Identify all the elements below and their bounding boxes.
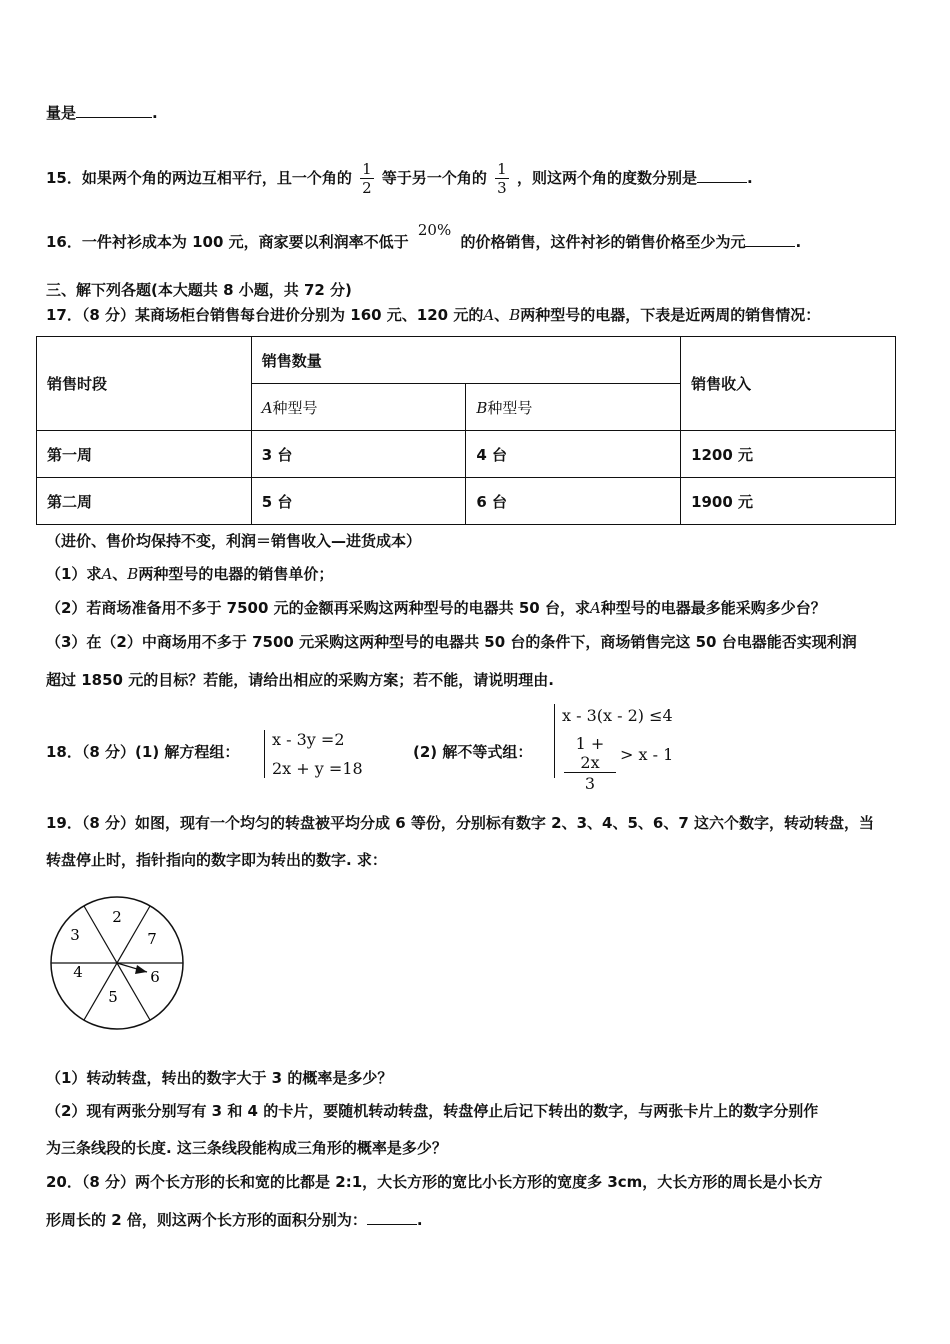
answer-blank xyxy=(745,232,795,247)
inequality-2-fraction: 1 + 2x 3 xyxy=(564,734,616,794)
question-20-stem: 20．（8 分）两个长方形的长和宽的比都是 2:1，大长方形的宽比小长方形的宽度多 3cm，大长方形的周长是小长方 xyxy=(46,1173,823,1191)
question-17-part-2: （2）若商场准备用不多于 7500 元的金额再采购这两种型号的电器共 50 台，求A种型号的电器最多能采购多少台？ xyxy=(46,599,826,617)
equation-2: 2x + y =18 xyxy=(272,759,363,778)
question-17-part-3-cont: 超过 1850 元的目标？若能，请给出相应的采购方案；若不能，请说明理由. xyxy=(46,671,554,689)
system-brace xyxy=(264,730,265,778)
question-20-stem-cont: 形周长的 2 倍，则这两个长方形的面积分别为： . xyxy=(46,1211,423,1229)
fraction-one-half: $\frac{1}{2}$ xyxy=(362,160,372,197)
inequality-1: x - 3(x - 2) ≤4 xyxy=(562,706,673,725)
spinner-pointer-arrow xyxy=(135,965,147,974)
question-19-stem: 19．（8 分）如图，现有一个均匀的转盘被平均分成 6 等份，分别标有数字 2、3、4、5、6、7 这六个数字，转动转盘，当 xyxy=(46,814,874,832)
question-18-part-2: (2) 解不等式组： xyxy=(413,743,533,761)
header-quantity: 销售数量 xyxy=(251,337,680,384)
question-17-stem: 17．（8 分）某商场柜台销售每台进价分别为 160 元、120 元的A、B两种型号的电器，下表是近两周的销售情况： xyxy=(46,306,821,324)
continued-question-line: 量是 . xyxy=(46,104,158,122)
spinner-number-6: 6 xyxy=(150,968,160,986)
spinner-number-3: 3 xyxy=(70,926,80,944)
question-19-part-2-cont: 为三条线段的长度. 这三条线段能构成三角形的概率是多少？ xyxy=(46,1139,447,1157)
question-18: 18．（8 分）(1) 解方程组： xyxy=(46,743,240,761)
table-row: 第二周 5 台 6 台 1900 元 xyxy=(37,478,896,525)
spinner-number-5: 5 xyxy=(108,988,118,1006)
percent-value: 20% xyxy=(417,221,452,239)
question-15: 15．如果两个角的两边互相平行，且一个角的 $\frac{1}{2}$ 等于另一个角的 $\frac{1}{3}$ ，则这两个角的度数分别是 . xyxy=(46,160,753,197)
question-17-part-3: （3）在（2）中商场用不多于 7500 元采购这两种型号的电器共 50 台的条件下，商场销售完这 50 台电器能否实现利润 xyxy=(46,633,857,651)
spinner-number-2: 2 xyxy=(112,908,122,926)
question-19-part-1: （1）转动转盘，转出的数字大于 3 的概率是多少？ xyxy=(46,1069,393,1087)
spinner-number-7: 7 xyxy=(147,930,157,948)
question-16: 16．一件衬衫成本为 100 元，商家要以利润率不低于 20% 的价格销售，这件衬衫的销售价格至少为元 . xyxy=(46,221,802,251)
sales-table xyxy=(36,336,896,525)
answer-blank xyxy=(367,1210,417,1225)
header-income: 销售收入 xyxy=(681,337,896,431)
question-17-note: （进价、售价均保持不变，利润＝销售收入—进货成本） xyxy=(46,532,422,550)
inequality-2-rhs: > x - 1 xyxy=(620,745,674,764)
header-model-a: A种型号 xyxy=(251,384,466,431)
spinner-number-4: 4 xyxy=(73,963,83,981)
question-19-stem-cont: 转盘停止时，指针指向的数字即为转出的数字. 求： xyxy=(46,851,387,869)
header-model-b: B种型号 xyxy=(466,384,681,431)
question-19-part-2: （2）现有两张分别写有 3 和 4 的卡片，要随机转动转盘，转盘停止后记下转出的数字，与两张卡片上的数字分别作 xyxy=(46,1102,819,1120)
question-17-part-1: （1）求A、B两种型号的电器的销售单价； xyxy=(46,565,334,583)
answer-blank xyxy=(76,103,152,118)
equation-1: x - 3y =2 xyxy=(272,730,345,749)
section-title: 三、解下列各题(本大题共 8 小题，共 72 分) xyxy=(46,281,352,299)
fraction-one-third: $\frac{1}{3}$ xyxy=(497,160,507,197)
inequality-brace xyxy=(554,704,555,778)
table-row: 第一周 3 台 4 台 1200 元 xyxy=(37,431,896,478)
header-period: 销售时段 xyxy=(37,337,252,431)
spinner-figure xyxy=(44,890,190,1036)
answer-blank xyxy=(697,168,747,183)
